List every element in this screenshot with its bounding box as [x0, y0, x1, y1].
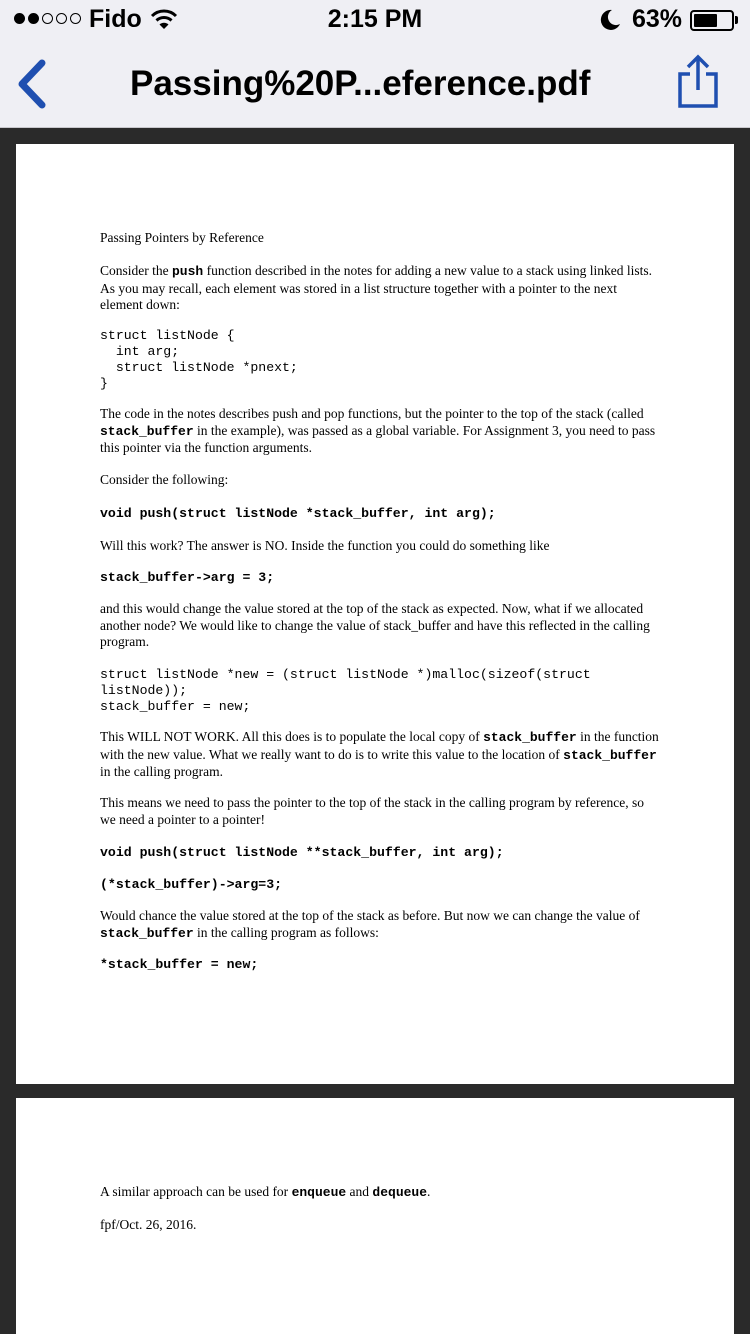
- battery-percentage: 63%: [632, 5, 683, 33]
- battery-icon: [690, 10, 734, 31]
- carrier-name: Fido: [89, 5, 142, 33]
- code-push-signature: void push(struct listNode *stack_buffer, int arg);: [100, 506, 496, 521]
- paragraph-5: and this would change the value stored at the top of the stack as expected. Now, what if we allocated another node? We would like to change the value of stack_buffer and have this reflected in the calling program.: [100, 601, 650, 649]
- paragraph-2: The code in the notes describes push and pop functions, but the pointer to the top of the stack (called stack_buffer in the example), was passed as a global variable. For Assignment 3, you need to pass this pointer via the function arguments.: [100, 406, 656, 455]
- paragraph-page2: A similar approach can be used for enqueue and dequeue.: [100, 1184, 431, 1200]
- pdf-page-2[interactable]: [16, 1098, 734, 1334]
- clock: 2:15 PM: [327, 5, 423, 33]
- status-bar: [0, 0, 750, 40]
- paragraph-4: Will this work? The answer is NO. Inside the function you could do something like: [100, 538, 550, 553]
- paragraph-8: Would chance the value stored at the top of the stack as before. But now we can change the value of stack_buffer in the calling program as follows:: [100, 908, 640, 941]
- code-deref-arg: (*stack_buffer)->arg=3;: [100, 877, 283, 892]
- battery-tip: [735, 16, 738, 24]
- code-assign-arg: stack_buffer->arg = 3;: [100, 570, 275, 585]
- share-icon[interactable]: [674, 54, 722, 110]
- code-deref-assign: *stack_buffer = new;: [100, 957, 259, 972]
- navigation-bar: [0, 40, 750, 128]
- paragraph-7: This means we need to pass the pointer to the top of the stack in the calling program by reference, so we need a pointer to a pointer!: [100, 795, 644, 827]
- paragraph-1: Consider the push function described in the notes for adding a new value to a stack using linked lists. As you may recall, each element was stored in a list structure together with a pointer to the next element down:: [100, 263, 652, 312]
- paragraph-6: This WILL NOT WORK. All this does is to populate the local copy of stack_buffer in the function with the new value. What we really want to do is to write this value to the location of stack_buffer in the calling program.: [100, 729, 659, 779]
- code-malloc: struct listNode *new = (struct listNode *)malloc(sizeof(struct listNode)); stack_buffer = new;: [100, 667, 591, 714]
- code-struct-listnode: struct listNode { int arg; struct listNode *pnext; }: [100, 328, 298, 391]
- code-push-double-pointer: void push(struct listNode **stack_buffer, int arg);: [100, 845, 504, 860]
- document-title: Passing%20P...eference.pdf: [130, 64, 591, 103]
- pdf-page-1[interactable]: [16, 144, 734, 1084]
- header: [0, 0, 750, 128]
- doc-heading: Passing Pointers by Reference: [100, 230, 264, 245]
- signature-date: fpf/Oct. 26, 2016.: [100, 1217, 197, 1232]
- paragraph-3: Consider the following:: [100, 472, 229, 487]
- battery-level-fill: [694, 14, 717, 27]
- do-not-disturb-moon-icon: [598, 8, 622, 32]
- back-chevron-icon[interactable]: [12, 58, 52, 110]
